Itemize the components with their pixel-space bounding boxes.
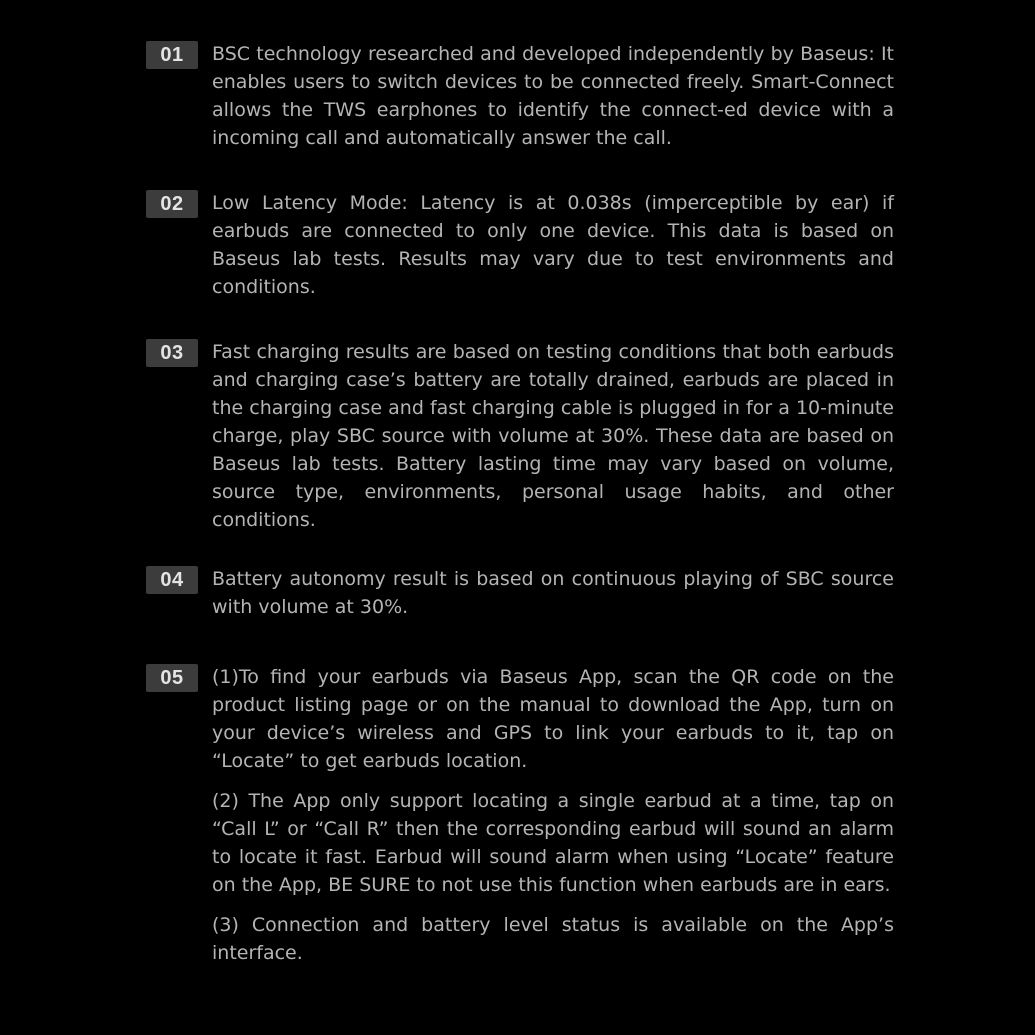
footnote-number-badge: 05	[146, 664, 198, 692]
footnote-paragraph-3: (3) Connection and battery level status is available on the App’s interface.	[212, 914, 894, 964]
footnote-paragraph-1: (1)To find your earbuds via Baseus App, scan the QR code on the product listing page or on the manual to download the App, turn on your device’s wireless and GPS to link your earbuds to it, tap on “Locate” to get earbuds location.	[212, 666, 894, 772]
footnotes-list	[146, 40, 894, 967]
footnote-paragraph: BSC technology researched and developed independently by Baseus: It enables users to switch devices to be connected freely. Smart-Connect allows the TWS earphones to identify the connect-ed device with a incoming call and automatically answer the call.	[212, 43, 894, 149]
footnote-text	[212, 565, 894, 621]
footnote-paragraph: Fast charging results are based on testing conditions that both earbuds and charging case’s battery are totally drained, earbuds are placed in the charging case and fast charging cable is plugged in for a 10-minute charge, play SBC source with volume at 30%. These data are based on Baseus lab tests. Battery lasting time may vary based on volume, source type, environments, personal usage habits, and other conditions.	[212, 341, 894, 531]
footnote-number-badge: 03	[146, 339, 198, 367]
footnote-number-badge: 01	[146, 41, 198, 69]
footnote-paragraph: Low Latency Mode: Latency is at 0.038s (imperceptible by ear) if earbuds are connected to only one device. This data is based on Baseus lab tests. Results may vary due to test environments and conditions.	[212, 192, 894, 298]
footnote-01	[146, 40, 894, 189]
footnote-05	[146, 663, 894, 967]
footnote-text	[212, 663, 894, 967]
footnote-text	[212, 40, 894, 152]
footnote-02	[146, 189, 894, 338]
footnote-number-badge: 04	[146, 566, 198, 594]
footnote-04	[146, 565, 894, 663]
footnote-paragraph-2: (2) The App only support locating a single earbud at a time, tap on “Call L” or “Call R” then the corresponding earbud will sound an alarm to locate it fast. Earbud will sound alarm when using “Locate” feature on the App, BE SURE to not use this function when earbuds are in ears.	[212, 790, 894, 896]
footnote-number-badge: 02	[146, 190, 198, 218]
footnote-text	[212, 189, 894, 301]
footnote-text	[212, 338, 894, 534]
footnote-03	[146, 338, 894, 565]
footnote-paragraph: Battery autonomy result is based on continuous playing of SBC source with volume at 30%.	[212, 568, 894, 618]
